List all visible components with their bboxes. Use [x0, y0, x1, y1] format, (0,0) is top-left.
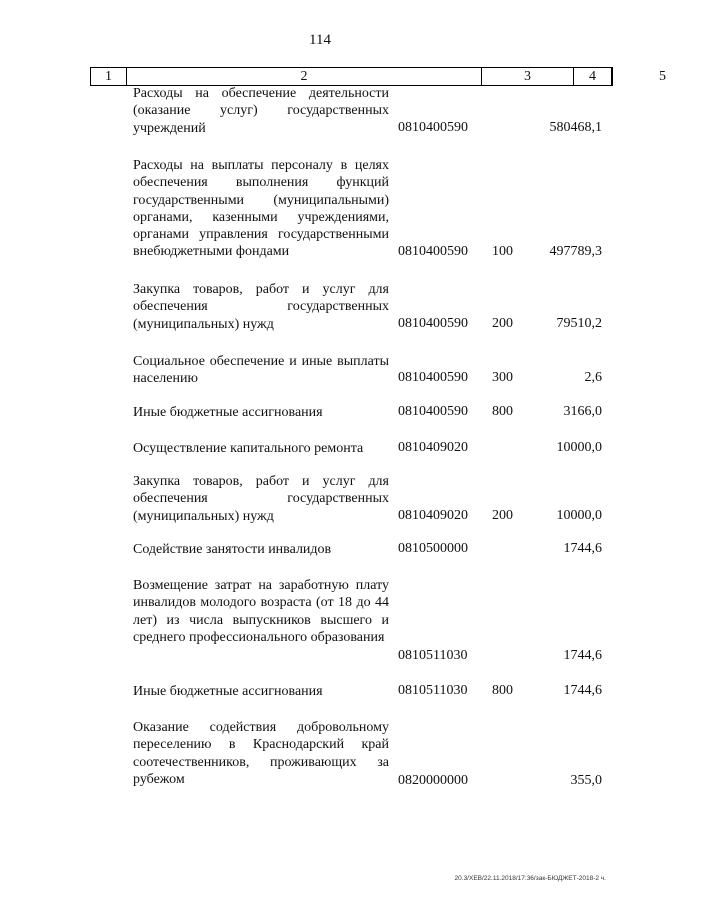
- row-description: Возмещение затрат на заработную плату инвалидов молодого возраста (от 18 до 44 лет) из числа выпускников высшего и среднего профессионального образования: [133, 578, 389, 645]
- row-amount: 497789,3: [549, 244, 602, 259]
- row-code: 0810400590: [398, 120, 468, 135]
- row-description: Социальное обеспечение и иные выплаты населению: [133, 354, 389, 387]
- row-type: 800: [492, 404, 513, 419]
- header-col-3: 3: [482, 68, 574, 85]
- row-amount: 79510,2: [556, 316, 602, 331]
- row-code: 0810511030: [398, 648, 468, 663]
- row-amount: 10000,0: [556, 440, 602, 455]
- table-header: [90, 67, 666, 86]
- row-amount: 1744,6: [563, 683, 602, 698]
- row-code: 0810409020: [398, 440, 468, 455]
- row-amount: 1744,6: [563, 541, 602, 556]
- row-code: 0810400590: [398, 316, 468, 331]
- row-type: 200: [492, 316, 513, 331]
- row-type: 200: [492, 508, 513, 523]
- row-amount: 2,6: [584, 370, 602, 385]
- row-amount: 3166,0: [563, 404, 602, 419]
- row-type: 100: [492, 244, 513, 259]
- row-description: Расходы на выплаты персоналу в целях обеспечения выполнения функций государственными (муниципальными) органами, казенными учреждениями, органами управления государственными внебюджетными фондами: [133, 158, 389, 260]
- row-code: 0820000000: [398, 773, 468, 788]
- row-code: 0810400590: [398, 244, 468, 259]
- row-code: 0810511030: [398, 683, 468, 698]
- row-type: 300: [492, 370, 513, 385]
- row-description: Расходы на обеспечение деятельности (оказание услуг) государственных учреждений: [133, 86, 389, 136]
- row-description: Осуществление капитального ремонта: [133, 441, 364, 456]
- row-description: Иные бюджетные ассигнования: [133, 405, 323, 420]
- row-type: 800: [492, 683, 513, 698]
- page-number: 114: [309, 32, 331, 48]
- row-code: 0810409020: [398, 508, 468, 523]
- header-col-1: 1: [91, 68, 127, 85]
- document-footer: 20.3/ХЕВ/22.11.2018/17:36/зак-БЮДЖЕТ-2018-2 ч.: [454, 875, 606, 882]
- row-amount: 1744,6: [563, 648, 602, 663]
- row-description: Оказание содействия добровольному переселению в Краснодарский край соотечественников, проживающих за рубежом: [133, 720, 389, 787]
- row-description: Закупка товаров, работ и услуг для обеспечения государственных (муниципальных) нужд: [133, 474, 389, 524]
- header-col-4: 4: [574, 68, 612, 85]
- row-description: Содействие занятости инвалидов: [133, 542, 332, 557]
- header-col-5: 5: [659, 69, 666, 84]
- row-amount: 580468,1: [549, 120, 602, 135]
- row-description: Иные бюджетные ассигнования: [133, 684, 323, 699]
- header-col-2: 2: [127, 68, 482, 85]
- row-amount: 10000,0: [556, 508, 602, 523]
- row-code: 0810500000: [398, 541, 468, 556]
- row-code: 0810400590: [398, 404, 468, 419]
- row-code: 0810400590: [398, 370, 468, 385]
- row-amount: 355,0: [570, 773, 602, 788]
- row-description: Закупка товаров, работ и услуг для обеспечения государственных (муниципальных) нужд: [133, 282, 389, 332]
